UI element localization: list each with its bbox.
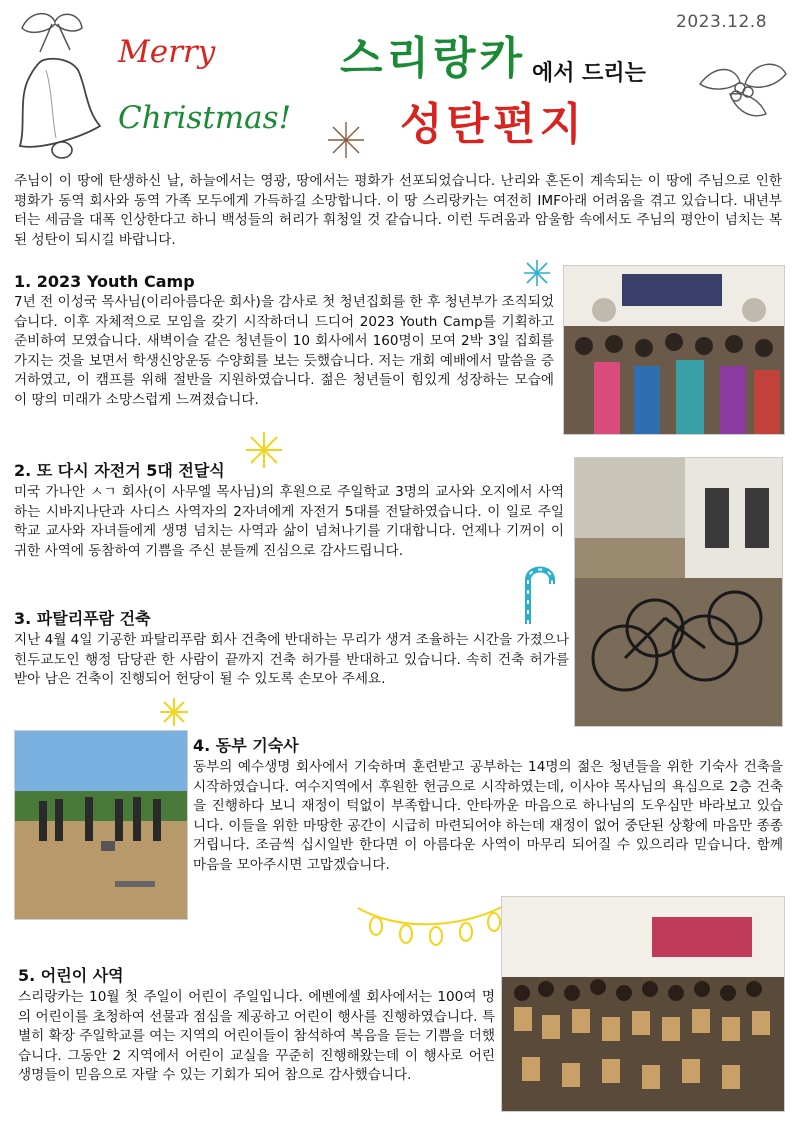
section-bicycles xyxy=(14,458,564,561)
greeting-christmas: Christmas! xyxy=(118,100,292,136)
holly-icon xyxy=(690,44,790,134)
section-heading: 2. 또 다시 자전거 5대 전달식 xyxy=(14,461,225,480)
section-body: 스리랑카는 10월 첫 주일이 어린이 주일입니다. 에벤에셀 회사에서는 100여 명의 어린이를 초청하여 선물과 점심을 제공하고 어린이 행사를 진행하였습니다. 특별히 확장 주일학교를 여는 지역의 어린이들이 참석하여 복음을 듣는 기쁨을 더했습니다. 그동안 2 지역에서 어린이 교실을 꾸준히 진행해왔는데 이 행사로 어린 생명들이 믿음으로 자랄 수 있는 기회가 되어 참으로 감사했습니다. xyxy=(18,989,495,1083)
section-heading: 5. 어린이 사역 xyxy=(18,966,124,985)
christmas-bell-icon xyxy=(0,0,110,170)
title-suffix: 에서 드리는 xyxy=(532,61,646,86)
string-lights-icon xyxy=(356,896,506,956)
letter-date: 2023.12.8 xyxy=(676,12,768,32)
children-event-photo xyxy=(501,896,785,1112)
intro-paragraph: 주님이 이 땅에 탄생하신 날, 하늘에서는 영광, 땅에서는 평화가 선포되었습니다. 난리와 혼돈이 계속되는 이 땅에 주님으로 인한 평화가 동역 회사와 동역 가족 모두에게 가득하길 소망합니다. 이 땅 스리랑카는 여전히 IMF아래 어려움을 겪고 있습니다. 내년부터는 세금을 대폭 인상한다고 하니 백성들의 허리가 휘청일 것 같습니다. 이런 두려움과 암울함 속에서도 주님의 평안이 넘치는 복된 성탄이 되시길 바랍니다. xyxy=(14,173,782,248)
section-body: 동부의 예수생명 회사에서 기숙하며 훈련받고 공부하는 14명의 젊은 청년들을 위한 기숙사 건축을 시작하였습니다. 여수지역에서 후원한 헌금으로 시작하였는데, 이사야 목사님의 욕심으로 2층 건축을 진행하다 보니 재정이 턱없이 부족합니다. 안타까운 마음으로 하나님의 도우심만 바라보고 있습니다. 이들을 위한 마땅한 공간이 시급히 마련되어야 하는데 재정이 없어 중단된 상황에 마음만 종종거립니다. 조금씩 십시일반 한다면 이 아름다운 사역이 마무리 되어질 수 있으리라 믿습니다. 함께 마음을 모아주시면 고맙겠습니다. xyxy=(193,759,783,873)
section-heading: 3. 파탈리푸람 건축 xyxy=(14,609,151,628)
section-heading: 1. 2023 Youth Camp xyxy=(14,272,195,291)
section-heading: 4. 동부 기숙사 xyxy=(193,736,299,755)
section-body: 지난 4월 4일 기공한 파탈리푸람 회사 건축에 반대하는 무리가 생겨 조율하는 시간을 가졌으나 힌두교도인 행정 담당관 한 사람이 끝까지 건축 허가를 반대하고 있습니다. 속히 건축 허가를 받아 남은 건축이 진행되어 헌당이 될 수 있도록 손모아 주세요. xyxy=(14,632,570,687)
yellow-star-icon xyxy=(158,696,190,728)
section-dormitory xyxy=(193,733,783,875)
title-country: 스리랑카 xyxy=(340,33,527,84)
snowflake-icon xyxy=(326,120,366,160)
title-main: 성탄편지 xyxy=(400,99,587,150)
youth-camp-photo xyxy=(563,265,785,435)
section-body: 7년 전 이성국 목사님(이리아름다운 회사)을 감사로 첫 청년집회를 한 후 청년부가 조직되었습니다. 이후 자체적으로 모임을 갖기 시작하더니 드디어 2023 Youth Camp를 기획하고 준비하여 모였습니다. 새벽이슬 같은 청년들이 10 회사에서 160명이 모여 2박 3일 집회를 가지는 것을 보면서 학생신앙운동 수양회를 보는 듯했습니다. 저는 개회 예배에서 말씀을 증거하였고, 이 캠프를 위해 절반을 지원하였습니다. 젊은 청년들이 힘있게 성장하는 모습에 이 땅의 미래가 소망스럽게 느껴졌습니다. xyxy=(14,294,554,408)
section-construction xyxy=(14,606,569,690)
greeting-merry: Merry xyxy=(118,34,216,70)
section-children xyxy=(18,963,495,1086)
section-body: 미국 가나안 ㅅㄱ 회사(이 사무엘 목사님)의 후원으로 주일학교 3명의 교사와 오지에서 사역하는 시바지나단과 사디스 사역자의 2자녀에게 자전거 5대를 전달하였습니다. 이 일로 주일학교 교사와 자녀들에게 생명 넘치는 사역과 삶이 넘쳐나기를 기대합니다. 언제나 기꺼이 이 귀한 사역에 동참하여 기쁨을 주신 분들께 진심으로 감사드립니다. xyxy=(14,484,564,559)
dormitory-site-photo xyxy=(14,730,188,920)
bicycles-photo xyxy=(574,457,783,727)
section-youth-camp xyxy=(14,272,554,410)
